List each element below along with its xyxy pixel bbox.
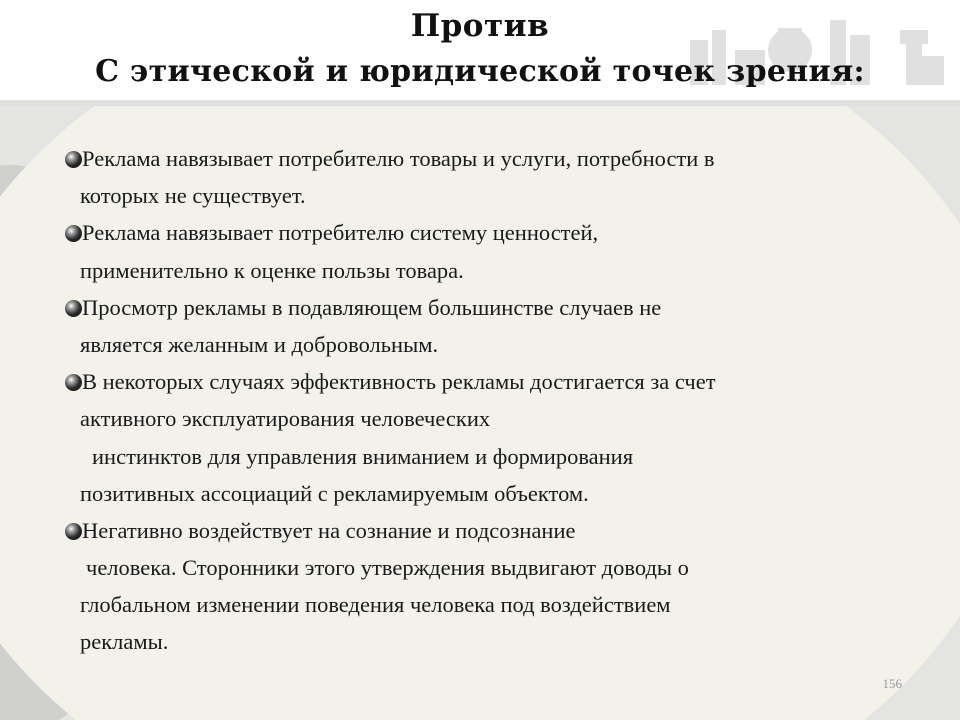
bullet-sphere-icon <box>65 300 82 317</box>
bullet-item <box>62 140 912 214</box>
bullet-line: Реклама навязывает потребителю товары и услуги, потребности в <box>82 146 715 171</box>
bullet-sphere-icon <box>65 151 82 168</box>
bullet-line: глобальном изменении поведения человека под воздействием <box>80 592 671 618</box>
bullet-line: человека. Сторонники этого утверждения выдвигают доводы о <box>86 555 689 581</box>
bullet-line: Негативно воздействует на сознание и подсознание <box>82 517 576 543</box>
bullet-sphere-icon <box>65 374 82 391</box>
bullet-line: которых не существует. <box>80 183 306 209</box>
bullet-line: Реклама навязывает потребителю систему ценностей, <box>82 220 599 246</box>
bullet-line: Просмотр рекламы в подавляющем большинстве случаев не <box>82 294 662 320</box>
bullet-line: инстинктов для управления вниманием и формирования <box>92 443 634 469</box>
bullet-line: является желанным и добровольным. <box>80 331 439 357</box>
bullet-list <box>62 140 912 661</box>
bullet-item <box>62 512 912 661</box>
slide-subtitle: С этической и юридической точек зрения: <box>95 54 865 89</box>
slide-title: Против <box>410 8 550 44</box>
bullet-item <box>62 363 912 512</box>
bullet-item <box>62 214 912 288</box>
bullet-sphere-icon <box>65 523 82 540</box>
bullet-line: В некоторых случаях эффективность рекламы достигается за счет <box>82 369 716 395</box>
bullet-line: позитивных ассоциаций с рекламируемым объектом. <box>80 480 589 506</box>
page-number: 156 <box>882 676 902 691</box>
bullet-line: применительно к оценке пользы товара. <box>80 257 464 283</box>
bullet-line: рекламы. <box>80 629 169 655</box>
bullet-item <box>62 289 912 363</box>
bullet-line: активного эксплуатирования человеческих <box>80 406 491 432</box>
